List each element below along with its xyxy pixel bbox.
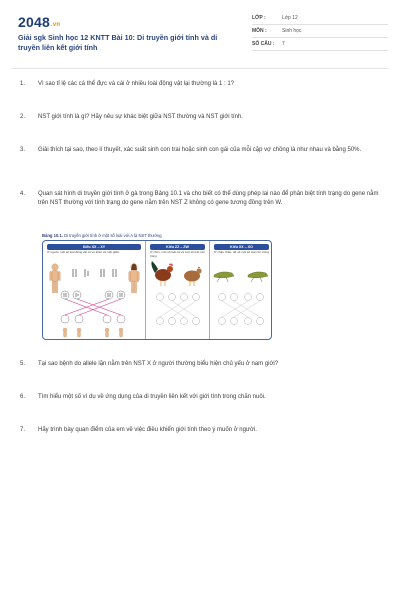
meta-value: 7 [282, 41, 285, 47]
question-number: 7. [20, 427, 26, 433]
meta-value: Sinh học [282, 28, 302, 34]
question-text: NST giới tính là gì? Hãy nêu sự khác biệt giữa NST thường và NST giới tính. [38, 114, 243, 120]
site-logo[interactable] [18, 14, 60, 30]
human-inheritance-illustration [43, 261, 146, 339]
question-number: 6. [20, 394, 26, 400]
figure-caption [42, 232, 272, 240]
question-item [20, 190, 380, 209]
question-item [20, 360, 380, 369]
question-text: Vì sao tỉ lệ các cá thể đực và cái ở nhiều loài động vật lại thường là 1 : 1? [38, 81, 235, 87]
page-title: Giải sgk Sinh học 12 KNTT Bài 10: Di truyền giới tính và di truyền liên kết giới tính [18, 33, 218, 53]
question-number: 1. [20, 81, 26, 87]
chicken-illustration [146, 261, 210, 339]
question-text: Giải thích tại sao, theo lí thuyết, xác suất sinh con trai hoặc sinh con gái của mỗi cặp vợ chồng là như nhau và bằng 50%. [38, 147, 362, 153]
question-number: 2. [20, 114, 26, 120]
question-text: Tại sao bệnh do allele lặn nằm trên NST X ở người thường biểu hiện chủ yếu ở nam giới? [38, 361, 279, 367]
header-divider [12, 68, 388, 69]
figure-column-zz-zw [146, 241, 210, 339]
column-description: Ở người, một số loài động vật có vú khác và ruồi giấm [47, 251, 120, 254]
meta-row-subject [252, 25, 388, 38]
question-number: 4. [20, 191, 26, 197]
column-header: Kiểu XX – XO [214, 244, 269, 250]
question-number: 3. [20, 147, 26, 153]
meta-key: MÔN : [252, 28, 267, 34]
figure-column-xx-xo [210, 241, 272, 339]
figure-column-xx-xy [43, 241, 146, 339]
meta-info-panel [252, 12, 388, 51]
grasshopper-illustration [210, 261, 272, 339]
question-item [20, 146, 380, 155]
meta-row-grade [252, 12, 388, 25]
column-header: Kiểu ZZ – ZW [150, 244, 205, 250]
column-description: Ở châu chấu, dế và một số loài côn trùng [214, 251, 269, 254]
logo-suffix: .vn [50, 22, 61, 28]
question-number: 5. [20, 361, 26, 367]
question-text: Tìm hiểu một số ví dụ về ứng dụng của di truyền liên kết với giới tính trong chăn nuôi. [38, 394, 266, 400]
question-item [20, 426, 380, 435]
figure-caption-label: Bảng 10.1. [42, 233, 63, 238]
meta-value: Lớp 12 [282, 15, 298, 21]
question-item [20, 393, 380, 402]
meta-key: SỐ CÂU : [252, 41, 275, 47]
column-description: Ở chim, một số loài cá và một số loài côn trùng [150, 251, 205, 258]
question-text: Quan sát hình di truyền giới tính ở gà trong Bảng 10.1 và cho biết có thể dùng phép lai nào để phân biệt tính trạng do gene nằm trên NST thường với tính trạng do gene nằm trên NST Z không có gene tương đồng trên W. [38, 191, 379, 207]
question-item [20, 113, 380, 122]
meta-key: LỚP : [252, 15, 266, 21]
meta-row-count [252, 38, 388, 51]
column-header: Kiểu XX – XY [47, 244, 141, 250]
question-item [20, 80, 380, 89]
question-text: Hãy trình bày quan điểm của em về việc điều khiển giới tính theo ý muốn ở người. [38, 427, 257, 433]
figure-table-10-1 [42, 232, 272, 340]
figure-box [42, 240, 272, 340]
figure-caption-text: Di truyền giới tính ở một số loài với A là NST thường [62, 233, 162, 238]
logo-text: 2048 [18, 14, 50, 30]
